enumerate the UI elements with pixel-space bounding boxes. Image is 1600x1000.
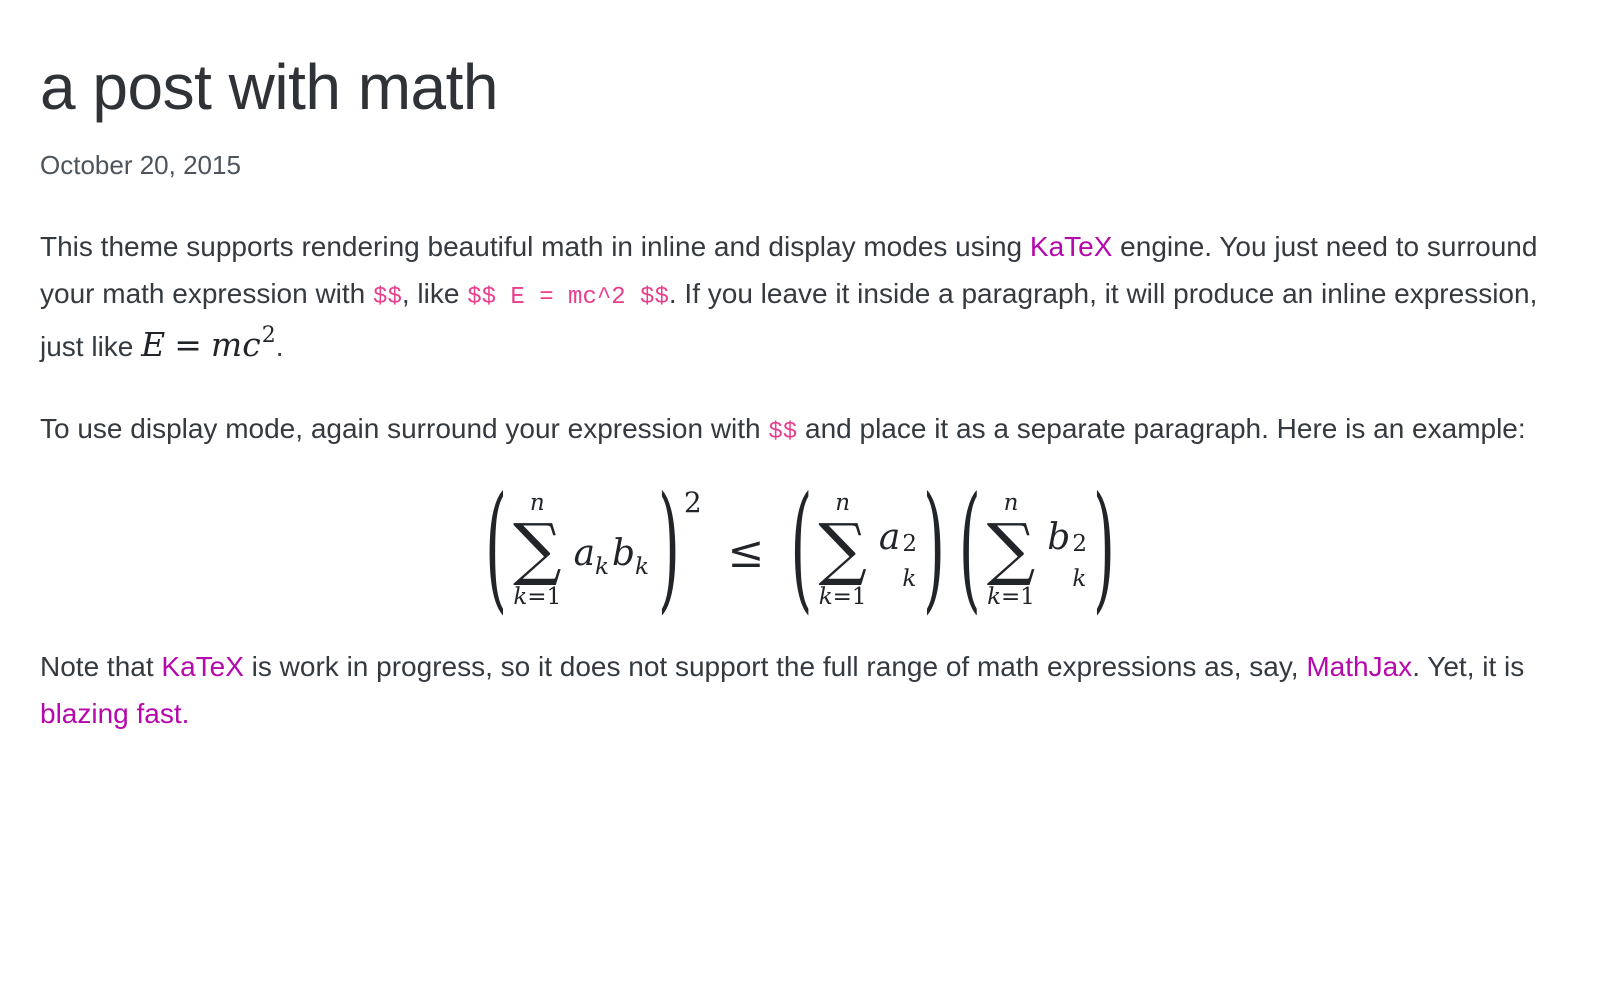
open-paren: ( [958, 469, 981, 629]
sum-symbol [986, 489, 1036, 611]
equation-group-left [485, 469, 702, 629]
dollar-code: $$ [768, 418, 798, 446]
paragraph-text: and place it as a separate paragraph. Here is an example: [797, 412, 1526, 444]
sum-upper-limit: n [1003, 489, 1019, 516]
close-paren: ) [657, 469, 680, 629]
dollar-code: $$ [373, 283, 402, 311]
equation-group-right [958, 469, 1115, 629]
open-paren: ( [485, 469, 508, 629]
katex-link[interactable]: KaTeX [1029, 230, 1113, 262]
inline-math-emc2 [141, 322, 276, 364]
math-equals: = [174, 324, 202, 364]
sum-symbol [818, 489, 867, 611]
paragraph-text: This theme supports rendering beautiful math in inline and display modes using [40, 230, 1030, 262]
paragraph-note [40, 643, 1560, 737]
paragraph-text: engine. You just need to surround your math expression with [40, 230, 1538, 309]
display-equation [40, 469, 1560, 629]
paragraph-text: is work in progress, so it does not support the full range of math expressions as, say, [243, 651, 1307, 683]
paragraph-text: , like [401, 277, 468, 309]
page-title: a post with math [40, 51, 498, 123]
emc2-code: $$ E = mc^2 $$ [467, 283, 669, 311]
sum-upper-limit: n [529, 489, 545, 516]
sum-lower-limit: k=1 [513, 584, 562, 611]
close-paren: ) [923, 469, 945, 629]
paragraph-text: . If you leave it inside a paragraph, it will produce an inline expression, just like [40, 277, 1538, 362]
math-var-mc: mc [210, 324, 261, 364]
operand-ak2: a 2 k [878, 517, 918, 593]
paragraph-text: Note that [40, 651, 162, 683]
blazing-fast-link[interactable]: blazing fast. [40, 698, 190, 730]
equation-group-middle [790, 469, 945, 629]
close-paren: ) [1092, 469, 1115, 629]
operand-akbk: a k b k [573, 532, 649, 580]
katex-link[interactable]: KaTeX [161, 651, 244, 683]
paragraph-text: . [275, 330, 284, 362]
mathjax-link[interactable]: MathJax [1306, 651, 1413, 683]
paragraph-text: To use display mode, again surround your expression with [40, 412, 769, 444]
sigma-icon: ∑ [818, 509, 867, 589]
open-paren: ( [790, 469, 813, 629]
leq-symbol: ≤ [727, 526, 765, 578]
paragraph-display-mode [40, 405, 1560, 456]
paragraph-text: . Yet, it is [1412, 651, 1525, 683]
math-var-E: E [141, 324, 166, 364]
math-superscript: 2 [261, 322, 276, 348]
post-date: October 20, 2015 [40, 149, 241, 180]
sigma-icon: ∑ [513, 509, 562, 589]
paragraph-intro [40, 223, 1560, 373]
squared-exponent: 2 [683, 485, 702, 519]
sum-symbol [513, 489, 562, 611]
post-content [0, 50, 1600, 737]
sum-lower-limit: k=1 [987, 584, 1035, 611]
sum-upper-limit: n [835, 489, 851, 516]
sum-lower-limit: k=1 [818, 584, 867, 611]
operand-bk2: b 2 k [1047, 517, 1087, 593]
sigma-icon: ∑ [986, 509, 1036, 589]
